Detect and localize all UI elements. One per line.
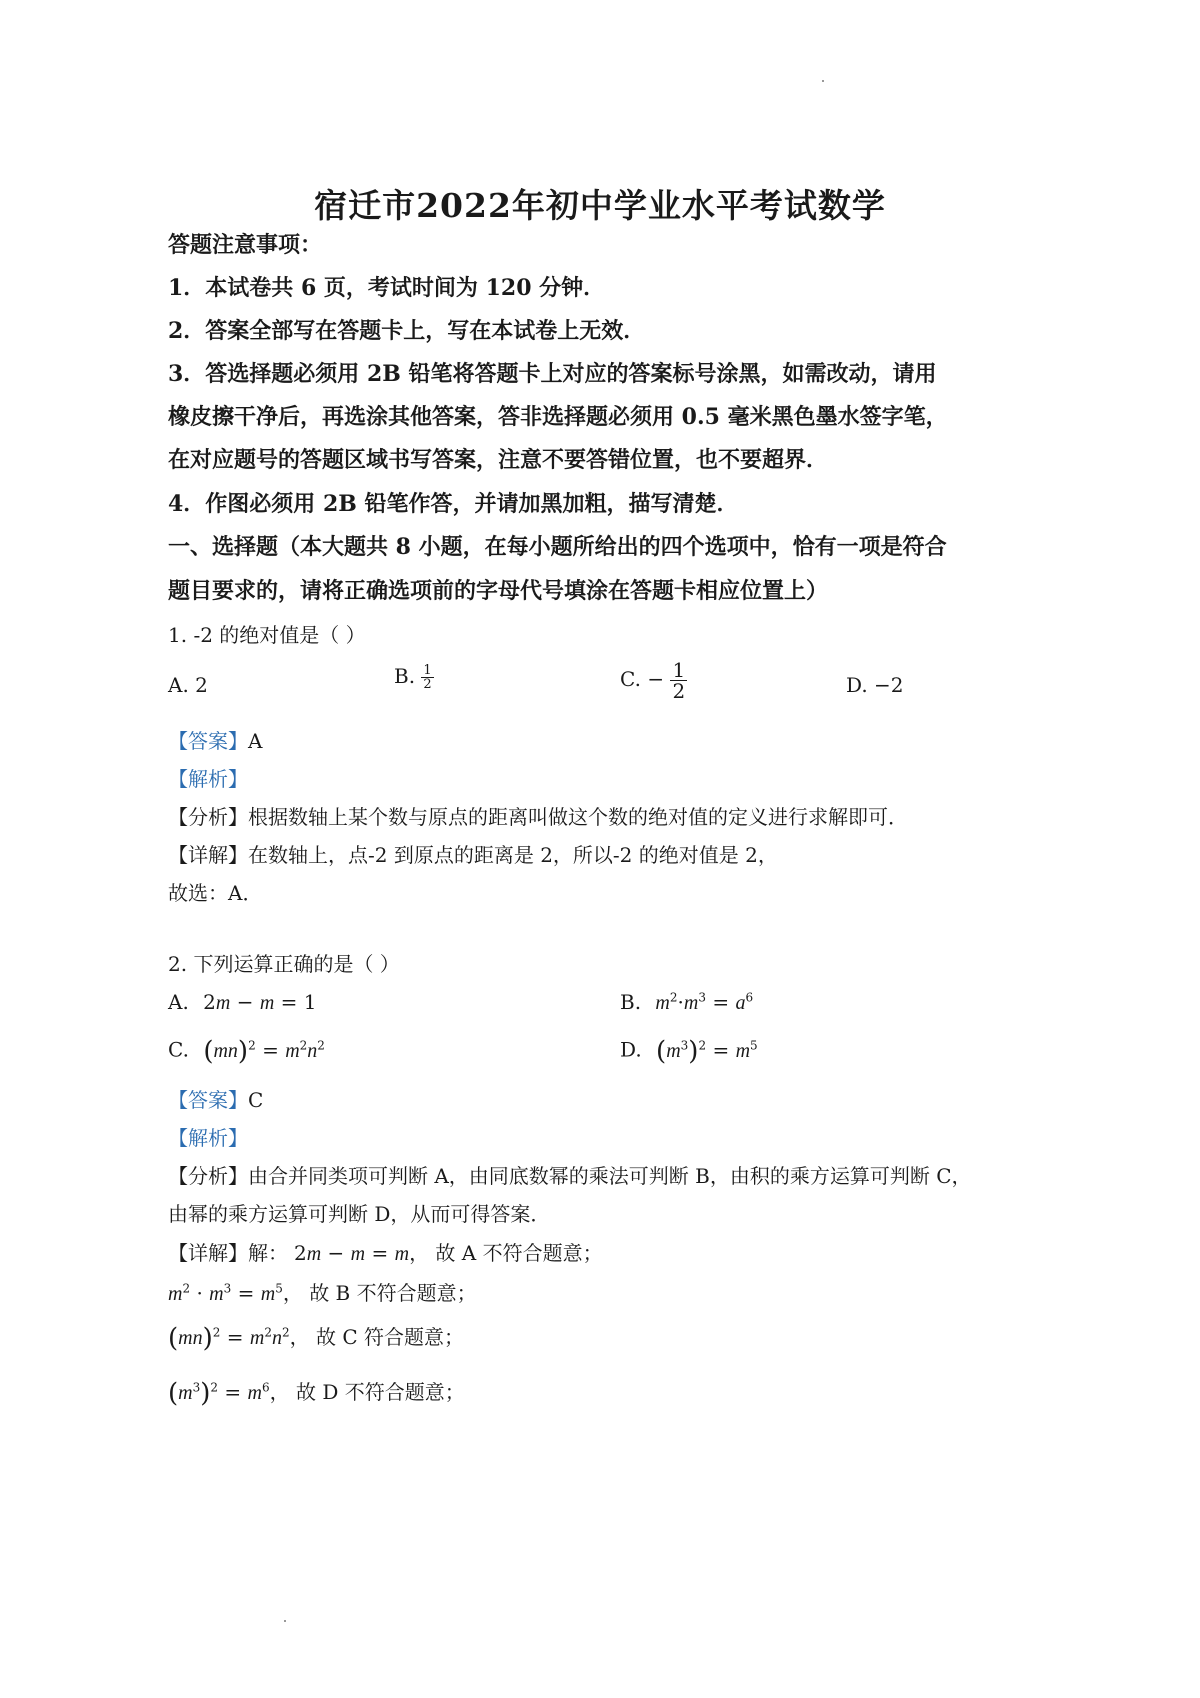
formula-d: $(m^3)^2 = m^5$ xyxy=(656,1036,758,1066)
note-3-line-3: 在对应题号的答题区域书写答案，注意不要答错位置，也不要超界． xyxy=(168,447,829,473)
section1-heading-line-1: 一、选择题（本大题共 8 小题，在每小题所给出的四个选项中，恰有一项是符合 xyxy=(168,534,947,560)
q2-option-d xyxy=(620,1036,758,1066)
q1-option-a: A. 2 xyxy=(168,673,208,697)
fenxi-tag: 【分析】 xyxy=(168,805,248,829)
q1-fenxi xyxy=(168,801,908,830)
q2-answer xyxy=(168,1084,263,1113)
q1-answer xyxy=(168,725,262,754)
formula-a: 2m − m = 1 xyxy=(203,990,317,1014)
q2-step-4 xyxy=(168,1376,465,1409)
section1-heading-line-2: 题目要求的，请将正确选项前的字母代号填涂在答题卡相应位置上） xyxy=(168,578,829,604)
note-3-line-1: 3．答选择题必须用 2B 铅笔将答题卡上对应的答案标号涂黑，如需改动，请用 xyxy=(168,361,937,387)
step-2-note: ， 故 B 不符合题意； xyxy=(282,1281,477,1305)
note-4: 4．作图必须用 2B 铅笔作答，并请加黑加粗，描写清楚． xyxy=(168,491,739,517)
q2-option-a-label: A. xyxy=(168,990,189,1014)
q1-option-b-label: B. xyxy=(394,664,416,688)
fraction-denominator: 2 xyxy=(672,679,686,703)
fraction-numerator: 1 xyxy=(423,663,432,678)
formula-c: $(mn)^2 = m^2n^2$ xyxy=(203,1036,325,1066)
step-1-formula: 2m − m = m xyxy=(294,1241,410,1265)
q2-option-b-label: B. xyxy=(620,990,642,1014)
xiangjie-prefix: 解： xyxy=(248,1241,288,1265)
answer-value: C xyxy=(248,1088,264,1112)
q1-option-d xyxy=(846,673,904,697)
q2-stem: 2. 下列运算正确的是（ ） xyxy=(168,952,400,976)
answer-tag: 【答案】 xyxy=(168,1088,248,1112)
fenxi-text: 由合并同类项可判断 A，由同底数幂的乘法可判断 B，由积的乘方运算可判断 C， xyxy=(248,1164,972,1188)
note-1: 1．本试卷共 6 页，考试时间为 120 分钟． xyxy=(168,275,606,301)
xiangjie-tag: 【详解】 xyxy=(168,1241,248,1265)
q1-option-b xyxy=(394,664,434,691)
step-2-formula: $m^2 \cdot m^3 = m^5$ xyxy=(168,1281,283,1305)
note-2: 2．答案全部写在答题卡上，写在本试卷上无效． xyxy=(168,318,646,344)
step-1-note: ， 故 A 不符合题意； xyxy=(409,1241,603,1265)
step-4-formula: $(m^3)^2 = m^6$ xyxy=(168,1378,270,1409)
step-4-note: ， 故 D 不符合题意； xyxy=(269,1380,465,1404)
q2-step-2 xyxy=(168,1277,477,1306)
q2-option-d-label: D. xyxy=(620,1037,642,1062)
q2-option-c-label: C. xyxy=(168,1037,189,1062)
fenxi-text: 根据数轴上某个数与原点的距离叫做这个数的绝对值的定义进行求解即可． xyxy=(248,805,908,829)
answer-tag: 【答案】 xyxy=(168,729,248,753)
fraction-denominator: 2 xyxy=(423,677,432,692)
step-3-note: ， 故 C 符合题意； xyxy=(289,1325,464,1349)
q1-analysis-tag: 【解析】 xyxy=(168,767,248,791)
q1-conclusion: 故选：A． xyxy=(168,881,263,905)
q2-step-1 xyxy=(168,1237,603,1266)
step-3-formula: $(mn)^2 = m^2n^2$ xyxy=(168,1323,290,1354)
q2-option-b xyxy=(620,990,753,1015)
q1-option-c xyxy=(620,660,687,701)
fenxi-tag: 【分析】 xyxy=(168,1164,248,1188)
fraction-numerator: 1 xyxy=(672,658,686,682)
q2-analysis-tag: 【解析】 xyxy=(168,1126,248,1150)
q2-step-3 xyxy=(168,1321,464,1354)
scan-speck xyxy=(822,80,824,82)
q1-option-d-label: D. xyxy=(846,673,868,697)
scan-speck xyxy=(284,1620,286,1622)
xiangjie-tag: 【详解】 xyxy=(168,843,248,867)
answer-value: A xyxy=(248,729,263,753)
q2-fenxi-line-1 xyxy=(168,1160,972,1189)
page-title: 宿迁市2022年初中学业水平考试数学 xyxy=(314,186,886,225)
q1-xiangjie xyxy=(168,839,778,868)
q1-option-c-label: C. xyxy=(620,667,641,691)
note-3-line-2: 橡皮擦干净后，再选涂其他答案，答非选择题必须用 0.5 毫米黑色墨水签字笔， xyxy=(168,404,948,430)
formula-b: $m^2\cdot m^3 = a^6$ xyxy=(655,990,754,1014)
notes-heading: 答题注意事项： xyxy=(168,232,323,258)
q1-option-d-value: −2 xyxy=(874,673,904,697)
xiangjie-text: 在数轴上，点-2 到原点的距离是 2，所以-2 的绝对值是 2， xyxy=(248,843,778,867)
q1-option-b-fraction xyxy=(421,664,433,691)
q2-fenxi-line-2: 由幂的乘方运算可判断 D，从而可得答案． xyxy=(168,1202,551,1226)
minus-sign: − xyxy=(647,667,665,691)
q2-option-c xyxy=(168,1036,325,1066)
q1-stem: 1. -2 的绝对值是（ ） xyxy=(168,623,366,647)
q1-option-c-fraction xyxy=(670,660,687,701)
q2-option-a xyxy=(168,990,317,1015)
